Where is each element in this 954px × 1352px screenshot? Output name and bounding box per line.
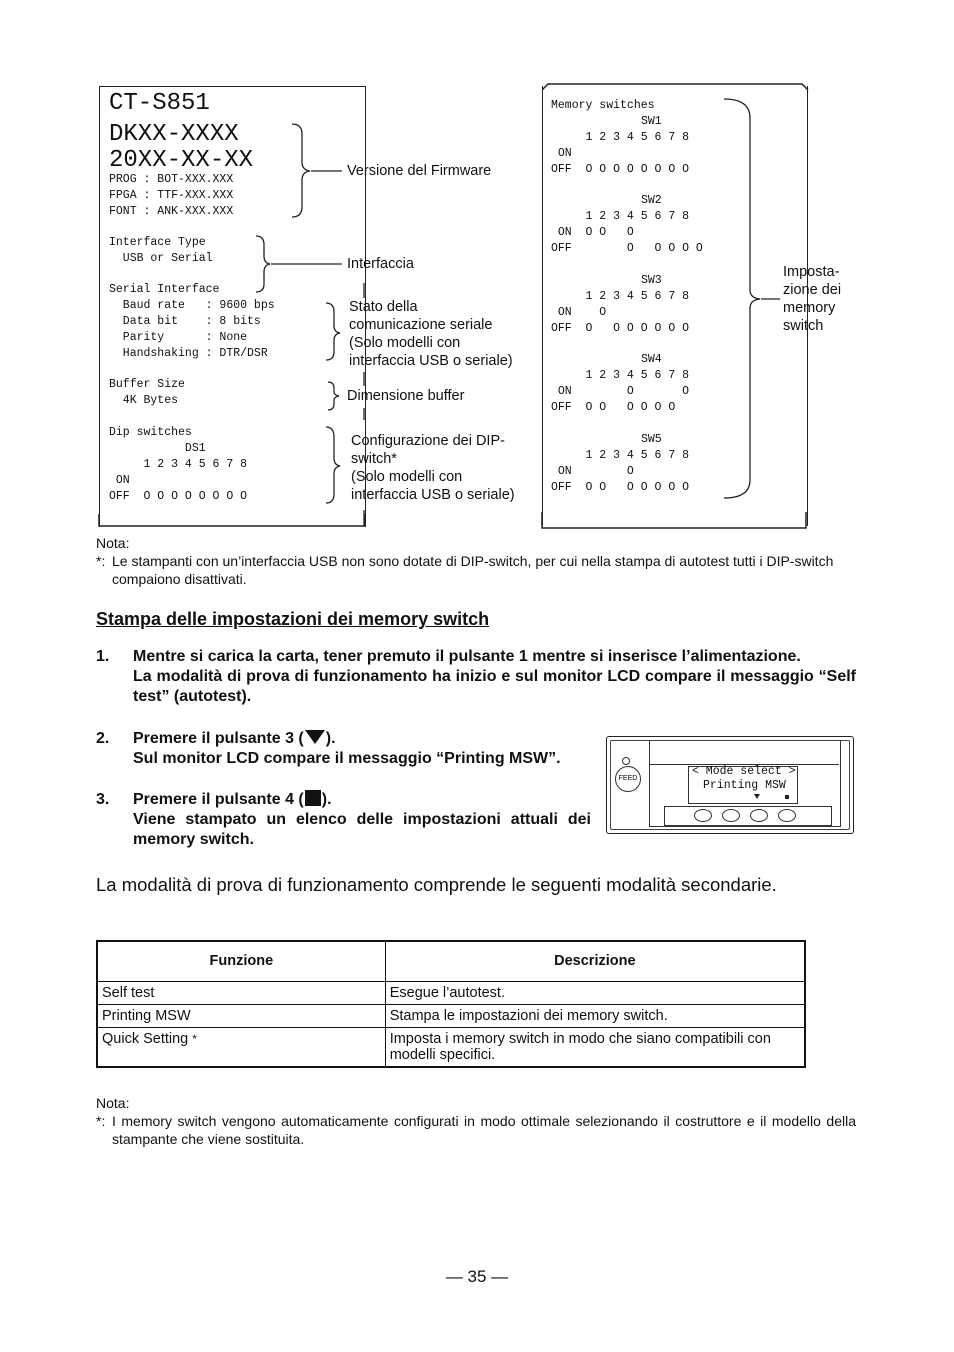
sw-name: SW1 [641,115,662,128]
note2-star: *: [96,1113,106,1129]
cursor-square-icon [785,795,789,799]
ds1-numbers: 1 2 3 4 5 6 7 8 [109,458,248,471]
sw-off-row: OFF O O O O O O O [551,322,690,335]
parity: Parity : None [109,331,248,344]
sw-name: SW4 [641,353,662,366]
header-funzione: Funzione [97,941,385,981]
section-heading: Stampa delle impostazioni dei memory switch [96,609,490,629]
page-number: — 35 — [445,1267,509,1286]
sw-on-row: ON O [551,306,607,319]
step2-number: 2. [96,730,110,747]
sw-off-row: OFF O O O O O O O O [551,163,690,176]
cell-funzione: Printing MSW [97,1004,385,1027]
usb-serial: USB or Serial [109,252,213,265]
sw-on-row: ON O O O [551,226,634,239]
dip-switches: Dip switches [109,426,192,439]
sw-on-row: ON O O [551,385,690,398]
sw-name: SW3 [641,274,662,287]
fw-line-1: DKXX-XXXX [109,121,239,148]
cell-descrizione: Stampa le impostazioni dei memory switch. [385,1004,805,1027]
step3-number: 3. [96,791,110,808]
cursor-down-icon [754,794,760,799]
sw-off-row: OFF O O O O O O [551,401,676,414]
sw-off-row: OFF O O O O O O O [551,481,690,494]
stop-square-icon [304,790,322,806]
table-row [97,1004,805,1027]
intro-paragraph: La modalità di prova di funzionamento comprende le seguenti modalità secondarie. [96,874,777,895]
lcd-line-2: Printing MSW [703,779,786,792]
sw-on-row: ON [551,147,572,160]
sw-name: SW2 [641,194,662,207]
table-header-row [97,941,805,981]
sw-numbers: 1 2 3 4 5 6 7 8 [551,449,690,462]
cell-descrizione: Imposta i memory switch in modo che siano compatibili con modelli specifici. [385,1027,805,1067]
down-triangle-icon [304,729,326,745]
interface-type: Interface Type [109,236,206,249]
annotation-buffer: Dimensione buffer [347,388,465,404]
panel-button-1[interactable] [694,809,712,822]
font-line: FONT : ANK-XXX.XXX [109,205,234,218]
sw-numbers: 1 2 3 4 5 6 7 8 [551,210,690,223]
sw-numbers: 1 2 3 4 5 6 7 8 [551,131,690,144]
lcd-line-1: < Mode select > [692,765,796,778]
sw-numbers: 1 2 3 4 5 6 7 8 [551,290,690,303]
lcd-indicators [752,793,792,801]
baud-rate: Baud rate : 9600 bps [109,299,275,312]
step2-line: Premere il pulsante 3 ( ). [133,730,336,747]
table-row [97,1027,805,1067]
serial-interface: Serial Interface [109,283,220,296]
cell-descrizione: Esegue l’autotest. [385,981,805,1004]
table-row [97,981,805,1004]
note1-star: *: [96,553,106,569]
feed-label: FEED [618,775,638,782]
handshaking: Handshaking : DTR/DSR [109,347,268,360]
sw-name: SW5 [641,433,662,446]
power-led-icon [622,757,630,765]
data-bit: Data bit : 8 bits [109,315,261,328]
note2-text: I memory switch vengono automaticamente configurati in modo ottimale selezionando il costruttore e il modello della stampante che viene sostituita. [112,1113,856,1147]
annotation-dip: Configurazione dei DIP- switch* (Solo modelli con interfaccia USB o seriale) [351,433,515,503]
sw-numbers: 1 2 3 4 5 6 7 8 [551,369,690,382]
annotation-serial: Stato della comunicazione seriale (Solo modelli con interfaccia USB o seriale) [349,299,513,369]
header-descrizione: Descrizione [385,941,805,981]
buffer-size: Buffer Size [109,378,185,391]
step3-line: Premere il pulsante 4 ( ). [133,791,332,808]
panel-button-4[interactable] [778,809,796,822]
cell-funzione: Quick Setting * [97,1027,385,1067]
ds1-off-row: OFF O O O O O O O O [109,490,248,503]
panel-button-strip [664,806,832,826]
sw-on-row: ON O [551,465,634,478]
ds1-on-row: ON [109,474,130,487]
note1-text: Le stampanti con un’interfaccia USB non sono dotate di DIP-switch, per cui nella stampa di autotest tutti i DIP-switch compaiono disattivati. [112,553,834,587]
step2-text: Premere il pulsante 3 ( ). Sul monitor LCD compare il messaggio “Printing MSW”. [133,729,591,769]
footnote-star: * [192,1031,197,1046]
model-name: CT-S851 [109,90,210,117]
sw-off-row: OFF O O O O O [551,242,703,255]
panel-button-2[interactable] [722,809,740,822]
fw-line-2: 20XX-XX-XX [109,147,254,174]
step1-number: 1. [96,648,110,665]
annotation-firmware: Versione del Firmware [347,163,492,179]
memsw-title: Memory switches [551,99,655,112]
cell-funzione: Self test [97,981,385,1004]
buffer-value: 4K Bytes [109,394,179,407]
submode-table [96,940,806,1068]
fpga-line: FPGA : TTF-XXX.XXX [109,189,234,202]
step3-text: Premere il pulsante 4 ( ). Viene stampato un elenco delle impostazioni attuali dei memory switch. [133,791,591,848]
ds1-label: DS1 [109,442,206,455]
annotation-memsw: Imposta- zione dei memory switch [783,264,842,334]
panel-button-3[interactable] [750,809,768,822]
prog-line: PROG : BOT-XXX.XXX [109,173,234,186]
annotation-interface: Interfaccia [347,256,414,272]
step1-text: Mentre si carica la carta, tener premuto il pulsante 1 mentre si inserisce l’alimentazione. La modalità di prova di funzionamento ha inizio e sul monitor LCD compare il messaggio “Self test” (autotest). [133,648,856,705]
note1-label: Nota: [96,535,130,551]
note2-label: Nota: [96,1095,130,1111]
